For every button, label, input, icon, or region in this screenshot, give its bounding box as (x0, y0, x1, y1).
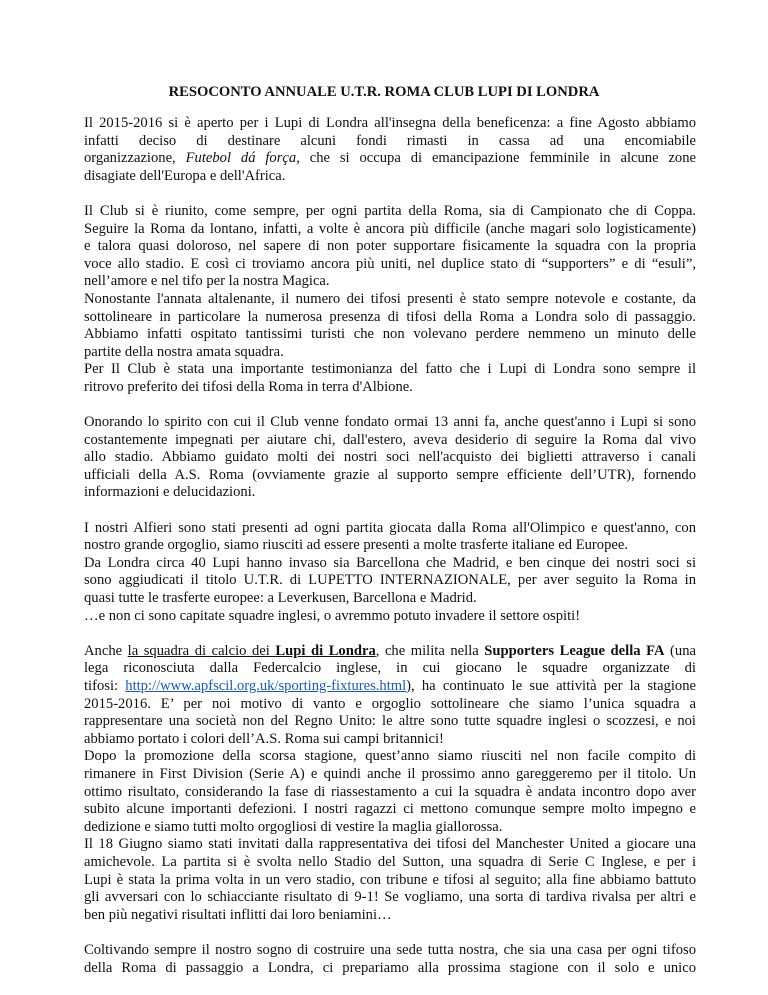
text-line: abbiamo portato i colori dell’A.S. Roma sui campi britannici! (84, 730, 444, 747)
text-line: Da Londra circa 40 Lupi hanno invaso sia Barcellona che Madrid, e ben cinque dei nostri soci si (84, 554, 696, 571)
document-title: RESOCONTO ANNUALE U.T.R. ROMA CLUB LUPI DI LONDRA (168, 84, 600, 100)
text-line: gli avversari con lo schiacciante risultato di 9-1! Se vogliamo, una sorta di tardiva rivalsa per altri e (84, 889, 696, 906)
text-line: Dopo la promozione della scorsa stagione, quest’anno siamo riusciti nel non facile compito di (84, 748, 696, 765)
text-line: Nonostante l'annata altalenante, il numero dei tifosi presenti è stato sempre notevole e costante, da (84, 290, 696, 307)
text-line: ufficiali della A.S. Roma (ovviamente grazie al supporto sempre efficiente dell’UTR), fornendo (84, 466, 696, 483)
text-line: rappresentare una società non del Regno Unito: le altre sono tutte squadre inglesi o scozzesi, e noi (84, 713, 696, 730)
text-line: ben più negativi risultati inflitti dai loro beniamini… (84, 906, 392, 923)
text-line: partite della nostra amata squadra. (84, 343, 284, 360)
text-line: Il 18 Giugno siamo stati invitati dalla rappresentativa dei tifosi del Manchester United a giocare una (84, 836, 696, 853)
text-line: Coltivando sempre il nostro sogno di costruire una sede tutta nostra, che sia una casa per ogni tifoso (84, 941, 696, 958)
text-line: Lupi è stata la prima volta in un vero stadio, con tribune e tifosi al seguito; alla fine abbiamo battuto (84, 871, 696, 888)
paragraph-charity (84, 115, 696, 185)
text-line: allo stadio. Abbiamo guidato molti dei nostri soci nell'acquisto dei biglietti attraverso i canali (84, 449, 696, 466)
paragraph-future-plans (84, 942, 696, 977)
paragraph-football-team (84, 643, 696, 925)
text-line: infatti deciso di destinare alcuni fondi rimasti in cassa ad una encomiabile (84, 132, 696, 149)
text-line: Abbiamo infatti ospitato tantissimi turisti che non volevano perdere nemmeno un minuto delle (84, 326, 696, 343)
text-line: sono aggiudicati il titolo U.T.R. di LUPETTO INTERNAZIONALE, per aver seguito la Roma in (84, 572, 696, 589)
paragraph-away-trips (84, 520, 696, 626)
text-line: organizzazione, Futebol dá força, che si occupa di emancipazione femminile in alcune zone (84, 150, 696, 167)
text-line: Seguire la Roma da lontano, infatti, a volte è ancora più difficile (anche magari solo logisticamente) (84, 220, 696, 237)
organization-name: Futebol dá força (185, 150, 297, 167)
text-line: Onorando lo spirito con cui il Club venne fondato ormai 13 anni fa, anche quest'anno i Lupi si sono (84, 414, 696, 431)
document-body (84, 115, 696, 995)
text-line: dedizione e siamo tutti molto orgogliosi di vestire la maglia giallorossa. (84, 818, 503, 835)
text-line: Anche la squadra di calcio dei Lupi di Londra, che milita nella Supporters League della FA (una (84, 642, 696, 659)
text-line: I nostri Alfieri sono stati presenti ad ogni partita giocata dalla Roma all'Olimpico e quest'anno, con (84, 519, 696, 536)
text-line: subito alcune importanti defezioni. I nostri ragazzi ci mettono comunque sempre molto impegno e (84, 801, 696, 818)
text-line: Il 2015-2016 si è aperto per i Lupi di Londra all'insegna della beneficenza: a fine Agosto abbiamo (84, 115, 696, 131)
text-line: informazioni e delucidazioni. (84, 484, 256, 501)
text-line: lega riconosciuta dalla Federcalcio inglese, in cui giocano le squadre organizzate di (84, 660, 696, 677)
league-name: Supporters League della FA (484, 642, 665, 659)
text-line: ottimo risultato, considerando la fase di riassestamento a cui la squadra è andata incontro dopo aver (84, 783, 696, 800)
text-line: quasi tutte le trasferte europee: a Leverkusen, Barcellona e Madrid. (84, 590, 477, 607)
text-line: …e non ci sono capitate squadre inglesi, o avremmo potuto invadere il settore ospiti! (84, 607, 581, 624)
paragraph-club-meetings (84, 203, 696, 397)
text-line: nell’amore e nel tifo per la nostra Magica. (84, 273, 330, 290)
text-line: ritrovo preferito dei tifosi della Roma in terra d'Albione. (84, 378, 413, 395)
text-line: rimanere in First Division (Serie A) e quindi anche il prossimo anno gareggeremo per il titolo. Un (84, 765, 696, 782)
text-line: della Roma di passaggio a Londra, ci prepariamo alla prossima stagione con il solo e unico (84, 959, 696, 976)
text-line: disagiate dell'Europa e dell'Africa. (84, 167, 286, 184)
team-phrase: la squadra di calcio dei Lupi di Londra (127, 642, 376, 659)
text-line: Il Club si è riunito, come sempre, per ogni partita della Roma, sia di Campionato che di Coppa. (84, 202, 696, 219)
text-line: nostro grande orgoglio, siamo riusciti ad essere presenti a molte trasferte italiane ed Europee. (84, 537, 628, 554)
fixtures-link[interactable]: http://www.apfscil.org.uk/sporting-fixtures.html (125, 678, 407, 694)
text-line: tifosi: http://www.apfscil.org.uk/sporting-fixtures.html), ha continuato le sue attività per la stagione (84, 678, 696, 694)
team-name: Lupi di Londra (275, 642, 376, 659)
text-line: amichevole. La partita si è svolta nello Stadio del Sutton, una squadra di Serie C Inglese, e per i (84, 853, 696, 870)
text-line: Per Il Club è stata una importante testimonianza del fatto che i Lupi di Londra sono sempre il (84, 361, 696, 378)
text-line: sottolineare in particolare la numerosa presenza di tifosi della Roma a Londra solo di passaggio. (84, 308, 696, 325)
text-line: e talora quasi doloroso, nel sapere di non poter supportare fisicamente la squadra con la propria (84, 238, 696, 255)
text-line: 2015-2016. E’ per noi motivo di vanto e orgoglio sottolineare che siamo l’unica squadra a (84, 695, 696, 712)
text-line: voce allo stadio. E così ci troviamo ancora più uniti, nel duplice stato di “supporters” e di “esuli”, (84, 255, 696, 272)
paragraph-club-spirit (84, 414, 696, 502)
text-line: costantemente impegnati per aiutare chi, dall'estero, aveva desiderio di seguire la Roma dal vivo (84, 431, 696, 448)
